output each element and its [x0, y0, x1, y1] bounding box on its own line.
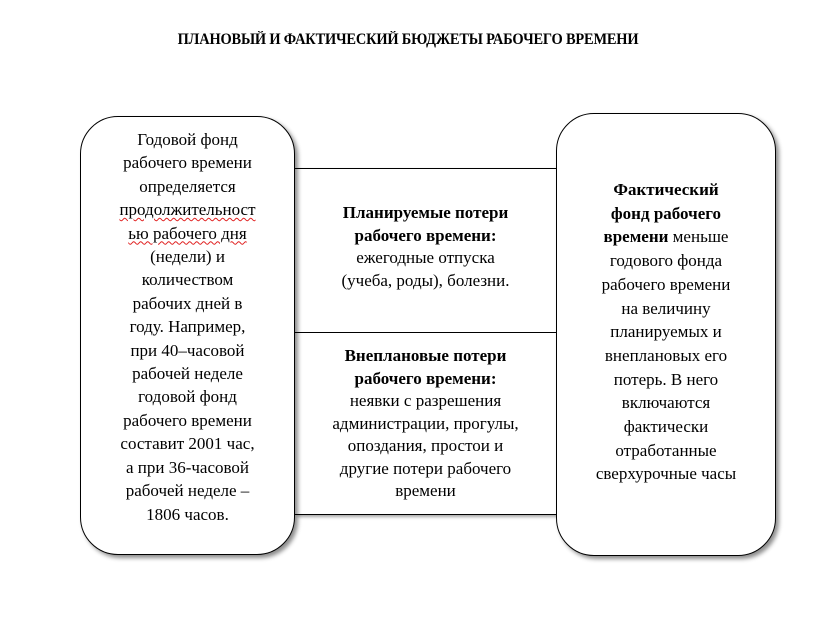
diagram-title: ПЛАНОВЫЙ И ФАКТИЧЕСКИЙ БЮДЖЕТЫ РАБОЧЕГО ВРЕМЕНИ: [177, 31, 639, 48]
unplanned-losses-heading: рабочего времени:: [354, 368, 497, 388]
annual-fund-text: [89, 128, 286, 526]
section-divider: [295, 332, 556, 333]
annual-fund-line: рабочих дней в: [132, 293, 243, 313]
annual-fund-line: (недели) и: [150, 247, 225, 267]
losses-panel: [295, 168, 557, 515]
annual-fund-line: количеством: [141, 270, 234, 290]
planned-losses-section: [299, 202, 552, 292]
actual-fund-line: [565, 225, 767, 249]
annual-fund-line: [89, 222, 286, 245]
annual-fund-line: 1806 часов.: [146, 504, 229, 524]
annual-fund-line: годовой фонд: [138, 387, 237, 407]
unplanned-losses-text: администрации, прогулы,: [332, 413, 519, 433]
actual-fund-line: фактически: [623, 417, 709, 437]
actual-fund-line: внеплановых его: [604, 345, 728, 365]
planned-losses-heading: Планируемые потери: [342, 203, 509, 222]
unplanned-losses-heading: Внеплановые потери: [344, 346, 507, 365]
actual-fund-line: сверхурочные часы: [595, 464, 737, 484]
misspelled-word-end: ью рабочего дня: [128, 223, 247, 243]
unplanned-losses-text: другие потери рабочего: [339, 458, 512, 478]
annual-fund-line: году. Например,: [129, 317, 246, 337]
actual-fund-text: [565, 178, 767, 486]
annual-fund-line: рабочего времени: [123, 153, 252, 173]
actual-fund-line-tail: меньше: [668, 227, 729, 247]
actual-fund-line: на величину: [621, 298, 711, 318]
planned-losses-text: (учеба, роды), болезни.: [341, 270, 510, 290]
annual-fund-line: при 40–часовой: [130, 340, 245, 360]
unplanned-losses-text: неявки с разрешения: [349, 391, 502, 410]
actual-fund-line: годового фонда: [609, 251, 723, 271]
unplanned-losses-text: опоздания, простои и: [347, 436, 504, 455]
annual-fund-line: [89, 198, 286, 221]
actual-fund-line: потерь. В него: [613, 369, 719, 389]
actual-fund-line: включаются: [621, 393, 711, 413]
planned-losses-heading: рабочего времени:: [354, 225, 497, 245]
unplanned-losses-text: времени: [395, 481, 456, 500]
unplanned-losses-section: [299, 345, 552, 503]
annual-fund-line: рабочей неделе: [132, 364, 243, 384]
annual-fund-line: а при 36-часовой: [125, 457, 250, 477]
actual-fund-heading: Фактический: [613, 180, 719, 199]
actual-fund-line: отработанные: [615, 440, 717, 460]
planned-losses-text: ежегодные отпуска: [356, 248, 495, 267]
annual-fund-box: [80, 116, 295, 555]
annual-fund-line: Годовой фонд: [137, 130, 238, 149]
actual-fund-line: рабочего времени: [601, 274, 731, 294]
actual-fund-box: [556, 113, 776, 556]
actual-fund-heading: времени: [603, 227, 669, 247]
annual-fund-line: составит 2001 час,: [120, 434, 255, 454]
annual-fund-line: рабочей неделе –: [125, 481, 250, 501]
misspelled-word: продолжительност: [119, 200, 256, 220]
annual-fund-line: рабочего времени: [123, 410, 252, 430]
annual-fund-line: определяется: [139, 176, 236, 196]
actual-fund-line: планируемых и: [610, 322, 722, 342]
actual-fund-heading: фонд рабочего: [610, 203, 722, 223]
